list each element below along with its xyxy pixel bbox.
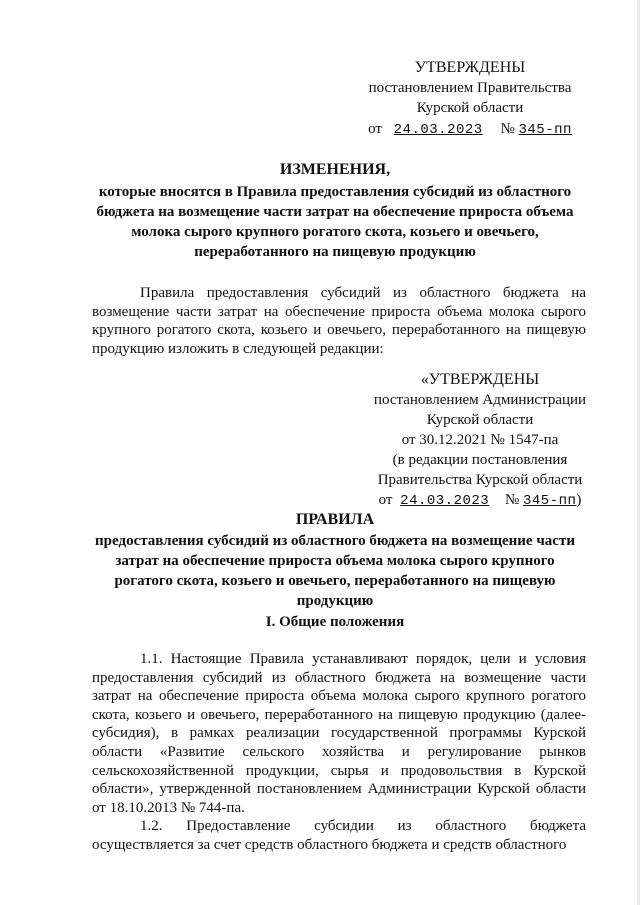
approval-date-line [350, 119, 590, 140]
quoted-approval-date: 24.03.2023 [400, 493, 490, 509]
changes-title: ИЗМЕНЕНИЯ, [279, 161, 391, 178]
number-label: № [504, 492, 520, 508]
rules-heading-line: затрат на обеспечение прироста объема молока сырого крупного [115, 553, 555, 569]
rules-heading-line: продукцию [296, 593, 374, 609]
changes-heading [80, 160, 590, 262]
intro-paragraph [92, 284, 586, 358]
clause-1-1-text: 1.1. Настоящие Правила устанавливают порядок, цели и условия предоставления субсидий из областного бюджета на возмещение части затрат на обеспечение прироста объема молока сырого крупного рогатого скота, козьего и овечьего, переработанного на пищевую продукцию (далее-субсидия), в рамках реализации государственной программы Курской области «Развитие сельского хозяйства и регулирование рынков сельскохозяйственной продукции, сырья и продовольствия в Курской области», утвержденной постановлением Администрации Курской области от 18.10.2013 № 744-па. [92, 651, 586, 816]
approval-date: 24.03.2023 [393, 122, 483, 138]
number-label: № [500, 121, 515, 137]
changes-heading-line: переработанного на пищевую продукцию [194, 244, 476, 260]
clause-1-2 [92, 817, 586, 854]
clause-1-2-text: 1.2. Предоставление субсидии из областного бюджета осуществляется за счет средств областного бюджета и средств областного [92, 818, 586, 853]
approval-number: 345-пп [518, 122, 572, 138]
quoted-approval-title: «УТВЕРЖДЕНЫ [420, 371, 540, 388]
changes-heading-line: которые вносятся в Правила предоставления субсидий из областного [98, 184, 572, 200]
quoted-approval-number: 345-пп [523, 493, 577, 509]
from-label: от [378, 492, 393, 508]
intro-text: Правила предоставления субсидий из областного бюджета на возмещение части затрат на обеспечение прироста объема молока сырого крупного рогатого скота, козьего и овечьего, переработанного на пищевую продукцию изложить в следующей редакции: [92, 285, 586, 357]
approval-line-2: Курской области [416, 100, 524, 116]
quoted-approval-line-2: Курской области [426, 412, 534, 428]
quoted-approval-line-5: Правительства Курской области [377, 472, 583, 488]
rules-heading-line: предоставления субсидий из областного бюджета на возмещение части [95, 533, 575, 549]
quoted-approval-date-line [355, 490, 605, 511]
quoted-approval-line-4: (в редакции постановления [392, 452, 568, 468]
changes-heading-line: бюджета на возмещение части затрат на обеспечение прироста объема [96, 204, 574, 220]
rules-title: ПРАВИЛА [295, 511, 375, 528]
rules-heading [80, 510, 590, 611]
from-label: от [368, 121, 382, 137]
quoted-approval-line-3: от 30.12.2021 № 1547-па [401, 432, 559, 448]
changes-heading-line: молока сырого крупного рогатого скота, козьего и овечьего, [131, 224, 539, 240]
clause-1-1 [92, 650, 586, 817]
section-1-title: I. Общие положения [265, 614, 405, 630]
approval-line-1: постановлением Правительства [368, 80, 572, 96]
approval-block-top [350, 58, 590, 140]
rules-heading-line: рогатого скота, козьего и овечьего, переработанного на пищевую [114, 573, 556, 589]
quoted-approval-line-1: постановлением Администрации [373, 392, 587, 408]
closing-parenthesis: ) [576, 492, 582, 508]
approval-block-quoted [355, 370, 605, 511]
approval-title: УТВЕРЖДЕНЫ [414, 59, 526, 76]
